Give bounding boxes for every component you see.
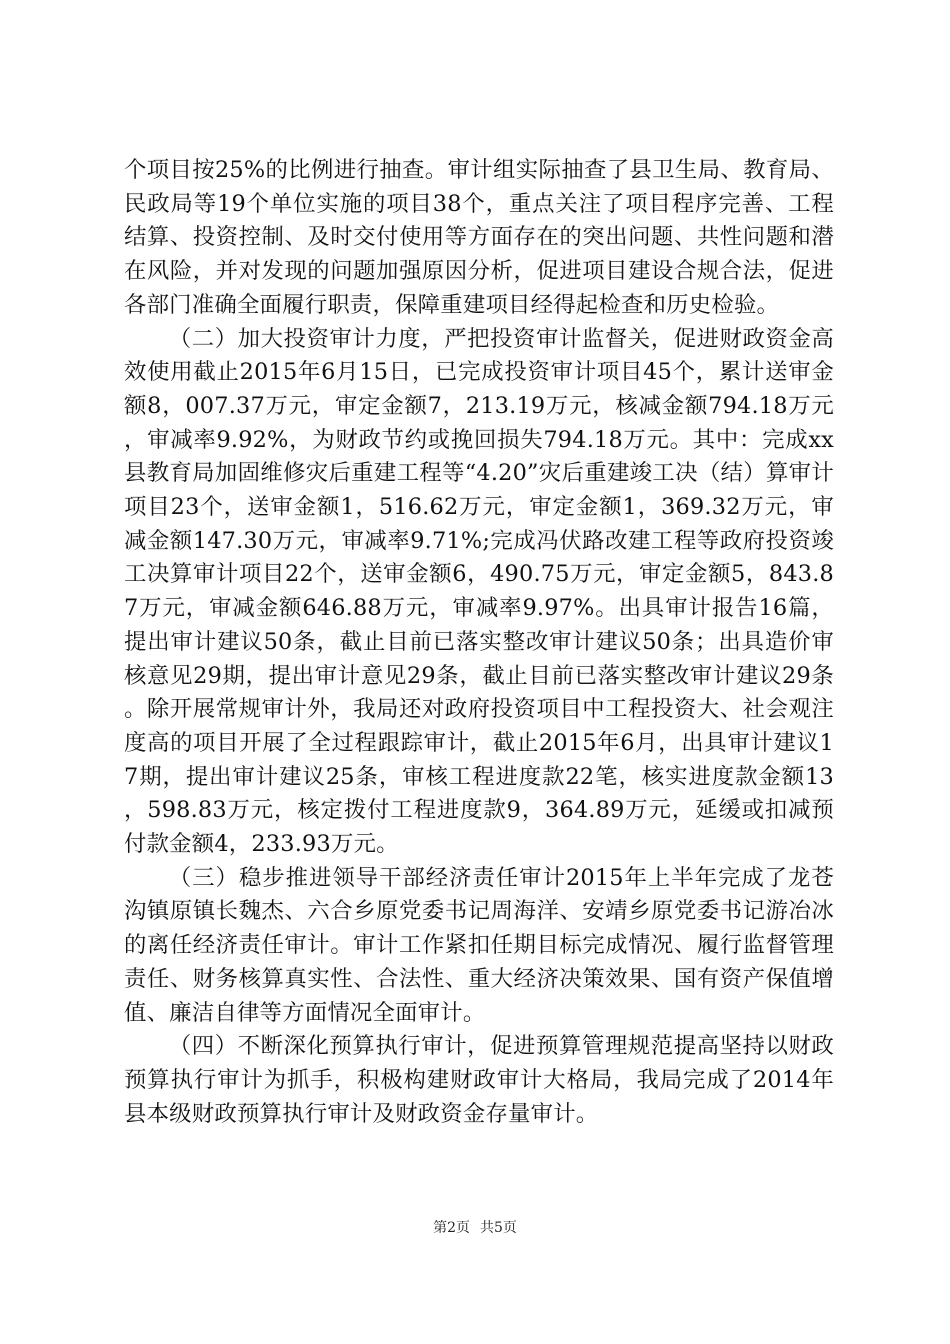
paragraph-2: （二）加大投资审计力度，严把投资审计监督关，促进财政资金高效使用截止2015年6月15日，已完成投资审计项目45个，累计送审金额8，007.37万元，审定金额7，213.19万元，核减金额794.18万元，审减率9.92%，为财政节约或挽回损失794.18万元。其中：完成xx县教育局加固维修灾后重建工程等“4.20”灾后重建竣工决（结）算审计项目23个，送审金额1，516.62万元，审定金额1，369.32万元，审减金额147.30万元，审减率9.71%;完成冯伏路改建工程等政府投资竣工决算审计项目22个，送审金额6，490.75万元，审定金额5，843.87万元，审减金额646.88万元，审减率9.97%。出具审计报告16篇，提出审计建议50条，截止目前已落实整改审计建议50条；出具造价审核意见29期，提出审计意见29条，截止目前已落实整改审计建议29条。除开展常规审计外，我局还对政府投资项目中工程投资大、社会观注度高的项目开展了全过程跟踪审计，截止2015年6月，出具审计建议17期，提出审计建议25条，审核工程进度款22笔，核实进度款金额13，598.83万元，核定拨付工程进度款9，364.89万元，延缓或扣减预付款金额4，233.93万元。 bbox=[124, 325, 834, 858]
document-body bbox=[124, 154, 834, 1131]
paragraph-1: 个项目按25%的比例进行抽查。审计组实际抽查了县卫生局、教育局、民政局等19个单位实施的项目38个，重点关注了项目程序完善、工程结算、投资控制、及时交付使用等方面存在的突出问题、共性问题和潜在风险，并对发现的问题加强原因分析，促进项目建设合规合法，促进各部门准确全面履行职责，保障重建项目经得起检查和历史检验。 bbox=[124, 157, 834, 318]
page-footer bbox=[0, 1217, 950, 1237]
page-number: 第2页 bbox=[433, 1220, 470, 1236]
paragraph-3: （三）稳步推进领导干部经济责任审计2015年上半年完成了龙苍沟镇原镇长魏杰、六合乡原党委书记周海洋、安靖乡原党委书记游冶冰的离任经济责任审计。审计工作紧扣任期目标完成情况、履行监督管理责任、财务核算真实性、合法性、重大经济决策效果、国有资产保值增值、廉洁自律等方面情况全面审计。 bbox=[124, 864, 834, 1026]
page-total: 共5页 bbox=[480, 1220, 517, 1236]
paragraph-4: （四）不断深化预算执行审计，促进预算管理规范提高坚持以财政预算执行审计为抓手，积极构建财政审计大格局，我局完成了2014年县本级财政预算执行审计及财政资金存量审计。 bbox=[124, 1033, 834, 1127]
